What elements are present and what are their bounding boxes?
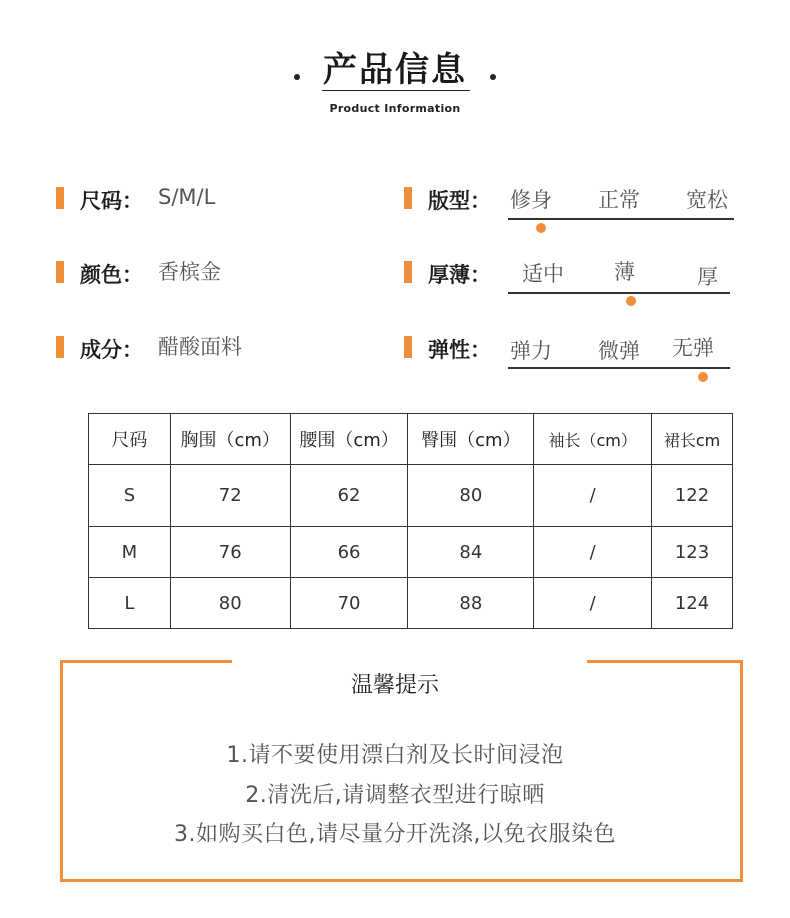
fit-label: 版型： [428, 189, 491, 213]
material-value: 醋酸面料 [158, 335, 242, 359]
table-cell: 88 [408, 578, 534, 629]
material-label: 成分： [80, 338, 143, 362]
table-cell: 80 [170, 578, 290, 629]
accent-bar-thickness [404, 261, 412, 283]
table-cell: / [534, 465, 652, 527]
notice-border-top-left [60, 660, 232, 663]
elasticity-option-stretch: 弹力 [510, 339, 552, 363]
table-row [89, 465, 733, 527]
table-cell: S [89, 465, 171, 527]
notice-title: 温馨提示 [350, 673, 439, 698]
thickness-option-thin: 薄 [614, 260, 635, 284]
thickness-label: 厚薄： [428, 263, 491, 287]
accent-bar-size [56, 187, 64, 209]
notice-border-top-right [587, 660, 743, 663]
table-cell: 62 [290, 465, 408, 527]
color-label: 颜色： [80, 263, 143, 287]
table-cell: / [534, 578, 652, 629]
accent-bar-fit [404, 187, 412, 209]
table-header-cell: 尺码 [89, 414, 171, 465]
fit-indicator-dot [536, 223, 546, 233]
accent-bar-material [56, 336, 64, 358]
table-header-cell: 胸围（cm） [170, 414, 290, 465]
accent-bar-color [56, 261, 64, 283]
table-cell: 122 [652, 465, 733, 527]
elasticity-option-none: 无弹 [672, 336, 714, 360]
title-underline [322, 90, 470, 91]
size-label: 尺码： [80, 189, 143, 213]
table-cell: 70 [290, 578, 408, 629]
title-dot-left [294, 74, 300, 80]
thickness-option-medium: 适中 [522, 262, 564, 286]
table-cell: M [89, 527, 171, 578]
page-subtitle: Product Information [329, 102, 461, 115]
elasticity-indicator-dot [698, 372, 708, 382]
notice-line-1: 1.请不要使用漂白剂及长时间浸泡 [226, 743, 564, 768]
table-cell: 123 [652, 527, 733, 578]
table-cell: / [534, 527, 652, 578]
fit-option-regular: 正常 [598, 188, 640, 212]
table-cell: 76 [170, 527, 290, 578]
page-title: 产品信息 [323, 50, 467, 90]
fit-underline [508, 218, 734, 220]
table-cell: 124 [652, 578, 733, 629]
thickness-indicator-dot [626, 296, 636, 306]
fit-option-loose: 宽松 [686, 188, 728, 212]
table-header-cell: 裙长cm [652, 414, 733, 465]
table-cell: 80 [408, 465, 534, 527]
table-header-cell: 袖长（cm） [534, 414, 652, 465]
table-row [89, 578, 733, 629]
notice-line-3: 3.如购买白色,请尽量分开洗涤,以免衣服染色 [174, 822, 616, 847]
notice-line-2: 2.清洗后,请调整衣型进行晾晒 [245, 783, 545, 808]
elasticity-underline [508, 367, 730, 369]
accent-bar-elasticity [404, 336, 412, 358]
table-header-cell: 腰围（cm） [290, 414, 408, 465]
fit-option-slim: 修身 [510, 188, 552, 212]
table-header-row [89, 414, 733, 465]
table-cell: L [89, 578, 171, 629]
color-value: 香槟金 [158, 260, 221, 284]
elasticity-label: 弹性： [428, 338, 491, 362]
size-value: S/M/L [158, 185, 216, 209]
table-cell: 72 [170, 465, 290, 527]
table-header-cell: 臀围（cm） [408, 414, 534, 465]
table-cell: 84 [408, 527, 534, 578]
thickness-underline [508, 292, 730, 294]
page-header [0, 42, 790, 91]
table-cell: 66 [290, 527, 408, 578]
elasticity-option-slight: 微弹 [598, 339, 640, 363]
size-chart-table [88, 413, 733, 629]
thickness-option-thick: 厚 [697, 265, 718, 289]
notice-border-bottom [60, 879, 743, 882]
table-row [89, 527, 733, 578]
title-dot-right [490, 74, 496, 80]
